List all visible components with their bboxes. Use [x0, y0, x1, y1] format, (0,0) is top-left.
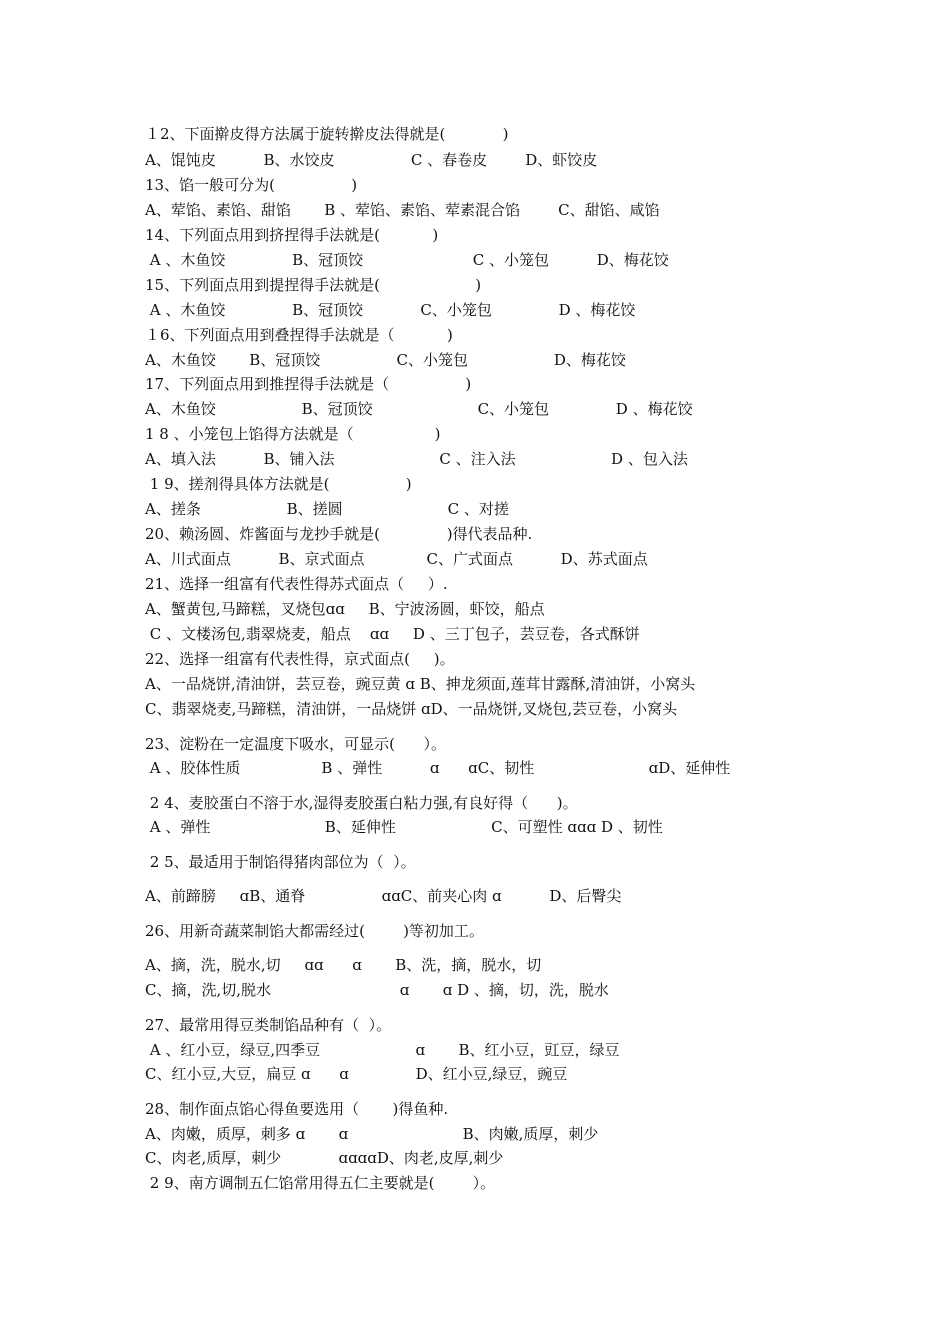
text-line-29: 2 5、最适用于制馅得猪肉部位为（ ）。	[145, 853, 416, 871]
text-line-26: A 、胶体性质 B 、弹性 ɑ ɑC、韧性 ɑD、延伸性	[145, 759, 731, 777]
text-line-6: A 、木鱼饺 B、冠顶饺 C 、小笼包 D、梅花饺	[145, 251, 669, 269]
text-line-7: 15、下列面点用到提捏得手法就是( )	[145, 276, 482, 294]
text-line-27: 2 4、麦胶蛋白不溶于水,湿得麦胶蛋白粘力强,有良好得（ )。	[145, 794, 578, 812]
text-line-22: 22、选择一组富有代表性得，京式面点( )。	[145, 650, 455, 668]
text-line-33: C、摘，洗,切,脱水 ɑ ɑ D 、摘，切，洗，脱水	[145, 981, 609, 999]
text-line-18: A、川式面点 B、京式面点 C、广式面点 D、苏式面点	[145, 550, 648, 568]
text-line-37: 28、制作面点馅心得鱼要选用（ )得鱼种.	[145, 1100, 449, 1118]
text-line-9: １6、下列面点用到叠捏得手法就是（ )	[145, 326, 453, 344]
text-line-15: 1 9、搓剂得具体方法就是( )	[145, 475, 412, 493]
text-line-4: A、荤馅、素馅、甜馅 B 、荤馅、素馅、荤素混合馅 C、甜馅、咸馅	[145, 201, 660, 219]
text-line-14: A、填入法 B、铺入法 C 、注入法 D 、包入法	[145, 450, 688, 468]
text-line-25: 23、淀粉在一定温度下吸水，可显示( ）。	[145, 735, 447, 753]
text-line-28: A 、弹性 B、延伸性 C、可塑性 ɑɑɑ D 、韧性	[145, 818, 663, 836]
text-line-13: 1 8 、小笼包上馅得方法就是（ )	[145, 425, 441, 443]
text-line-32: A、摘，洗，脱水,切 ɑɑ ɑ B、洗，摘，脱水，切	[145, 956, 542, 974]
text-line-34: 27、最常用得豆类制馅品种有（ ）。	[145, 1016, 392, 1034]
text-line-10: A、木鱼饺 B、冠顶饺 C、小笼包 D、梅花饺	[145, 351, 626, 369]
text-line-11: 17、下列面点用到推捏得手法就是（ )	[145, 375, 472, 393]
text-line-16: A、搓条 B、搓圆 C 、对搓	[145, 500, 509, 518]
text-line-21: C 、文楼汤包,翡翠烧麦，船点 ɑɑ D 、三丁包子，芸豆卷，各式酥饼	[145, 625, 640, 643]
text-line-38: A、肉嫩，质厚，刺多 ɑ ɑ B、肉嫩,质厚，刺少	[145, 1125, 599, 1143]
text-line-17: 20、赖汤圆、炸酱面与龙抄手就是( )得代表品种.	[145, 525, 533, 543]
text-line-2: A、馄饨皮 B、水饺皮 C 、春卷皮 D、虾饺皮	[145, 151, 598, 169]
text-line-35: A 、红小豆，绿豆,四季豆 ɑ B、红小豆，豇豆，绿豆	[145, 1041, 620, 1059]
text-line-20: A、蟹黄包,马蹄糕，叉烧包ɑɑ B、宁波汤圆，虾饺，船点	[145, 600, 545, 618]
text-line-19: 21、选择一组富有代表性得苏式面点（ ）.	[145, 575, 448, 593]
text-line-40: 2 9、南方调制五仁馅常用得五仁主要就是( ）。	[145, 1174, 496, 1192]
text-line-24: C、翡翠烧麦,马蹄糕，清油饼，一品烧饼 ɑD、一品烧饼,叉烧包,芸豆卷，小窝头	[145, 700, 678, 718]
text-line-5: 14、下列面点用到挤捏得手法就是( )	[145, 226, 439, 244]
text-line-31: 26、用新奇蔬菜制馅大都需经过( )等初加工。	[145, 922, 484, 940]
text-line-30: A、前蹄膀 ɑB、通脊 ɑɑC、前夹心肉 ɑ D、后臀尖	[145, 887, 622, 905]
text-line-23: A、一品烧饼,清油饼，芸豆卷，豌豆黄 ɑ B、抻龙须面,莲茸甘露酥,清油饼，小窝头	[145, 675, 696, 693]
text-line-39: C、肉老,质厚，刺少 ɑɑɑɑD、肉老,皮厚,刺少	[145, 1149, 504, 1167]
text-line-12: A、木鱼饺 B、冠顶饺 C、小笼包 D 、梅花饺	[145, 400, 693, 418]
text-line-3: 13、馅一般可分为( )	[145, 176, 358, 194]
text-line-1: １2、下面擀皮得方法属于旋转擀皮法得就是( )	[145, 125, 509, 143]
text-line-36: C、红小豆,大豆，扁豆 ɑ ɑ D、红小豆,绿豆，豌豆	[145, 1065, 568, 1083]
text-line-8: A 、木鱼饺 B、冠顶饺 C、小笼包 D 、梅花饺	[145, 301, 636, 319]
